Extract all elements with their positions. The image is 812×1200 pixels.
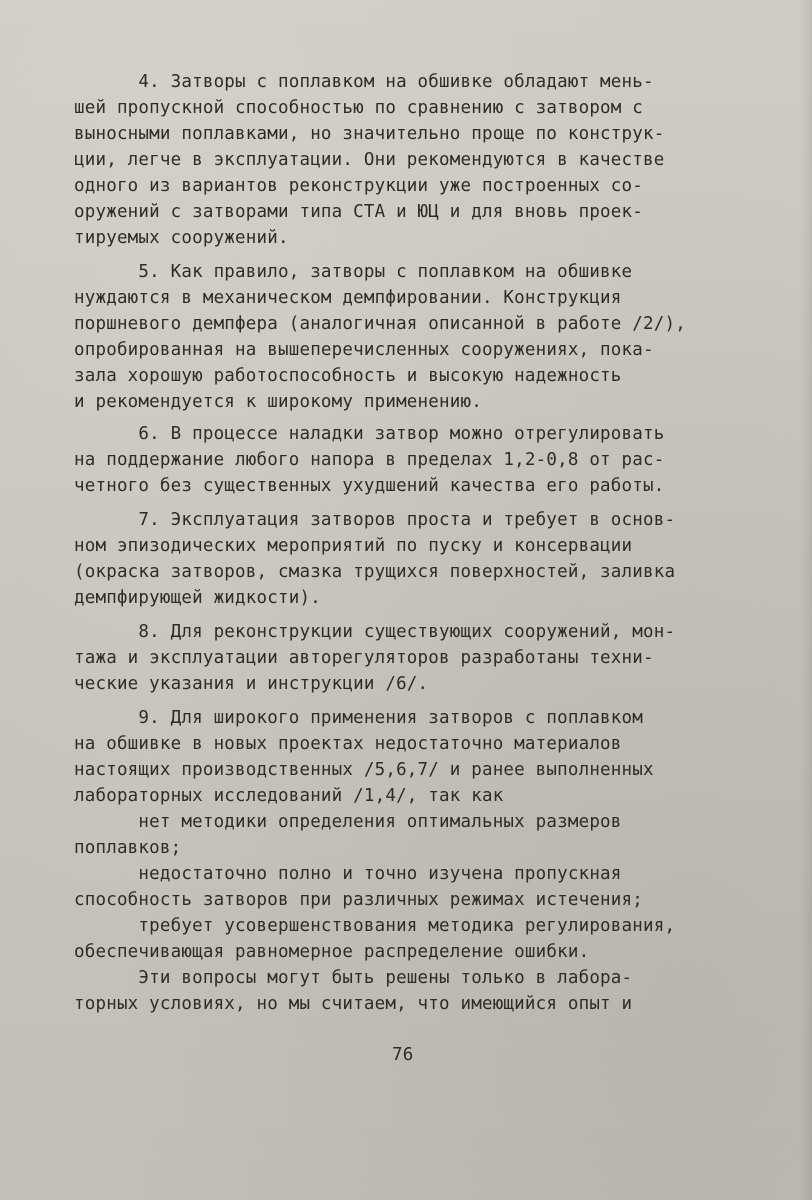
text-line: одного из вариантов реконструкции уже построенных со- xyxy=(74,176,644,196)
page-number: 76 xyxy=(392,1045,414,1065)
text-line: на поддержание любого напора в пределах 1,2-0,8 от рас- xyxy=(74,450,665,470)
text-line: требует усовершенствования методика регулирования, xyxy=(74,916,676,936)
text-line: 5. Как правило, затворы с поплавком на обшивке xyxy=(74,262,633,282)
text-line: ном эпизодических мероприятий по пуску и консервации xyxy=(74,536,633,556)
text-line: четного без существенных ухудшений качества его работы. xyxy=(74,476,665,496)
text-line: демпфирующей жидкости). xyxy=(74,588,321,608)
text-line: оружений с затворами типа СТА и ЮЦ и для вновь проек- xyxy=(74,202,644,222)
text-line: тируемых сооружений. xyxy=(74,228,289,248)
text-line: зала хорошую работоспособность и высокую надежность xyxy=(74,366,622,386)
text-line: (окраска затворов, смазка трущихся поверхностей, заливка xyxy=(74,562,676,582)
text-line: поршневого демпфера (аналогичная описанной в работе /2/), xyxy=(74,314,686,334)
text-line: поплавков; xyxy=(74,838,182,858)
text-line: обеспечивающая равномерное распределение ошибки. xyxy=(74,942,590,962)
text-line: способность затворов при различных режимах истечения; xyxy=(74,890,644,910)
text-line: шей пропускной способностью по сравнению с затвором с xyxy=(74,98,644,118)
text-line: торных условиях, но мы считаем, что имеющийся опыт и xyxy=(74,994,633,1014)
text-line: нуждаются в механическом демпфировании. Конструкция xyxy=(74,288,622,308)
text-line: и рекомендуется к широкому применению. xyxy=(74,392,482,412)
text-line: ческие указания и инструкции /6/. xyxy=(74,674,429,694)
text-line: 4. Затворы с поплавком на обшивке обладают мень- xyxy=(74,72,654,92)
text-line: настоящих производственных /5,6,7/ и ранее выполненных xyxy=(74,760,654,780)
text-line: Эти вопросы могут быть решены только в лабора- xyxy=(74,968,633,988)
text-line: на обшивке в новых проектах недостаточно материалов xyxy=(74,734,622,754)
text-line: нет методики определения оптимальных размеров xyxy=(74,812,622,832)
text-line: опробированная на вышеперечисленных сооружениях, пока- xyxy=(74,340,654,360)
text-line: ции, легче в эксплуатации. Они рекомендуются в качестве xyxy=(74,150,665,170)
text-line: выносными поплавками, но значительно проще по конструк- xyxy=(74,124,665,144)
text-line: 7. Эксплуатация затворов проста и требует в основ- xyxy=(74,510,676,530)
text-line: лабораторных исследований /1,4/, так как xyxy=(74,786,504,806)
text-line: недостаточно полно и точно изучена пропускная xyxy=(74,864,622,884)
text-line: 8. Для реконструкции существующих сооружений, мон- xyxy=(74,622,676,642)
text-line: 6. В процессе наладки затвор можно отрегулировать xyxy=(74,424,665,444)
text-line: 9. Для широкого применения затворов с поплавком xyxy=(74,708,644,728)
text-line: тажа и эксплуатации авторегуляторов разработаны техни- xyxy=(74,648,654,668)
